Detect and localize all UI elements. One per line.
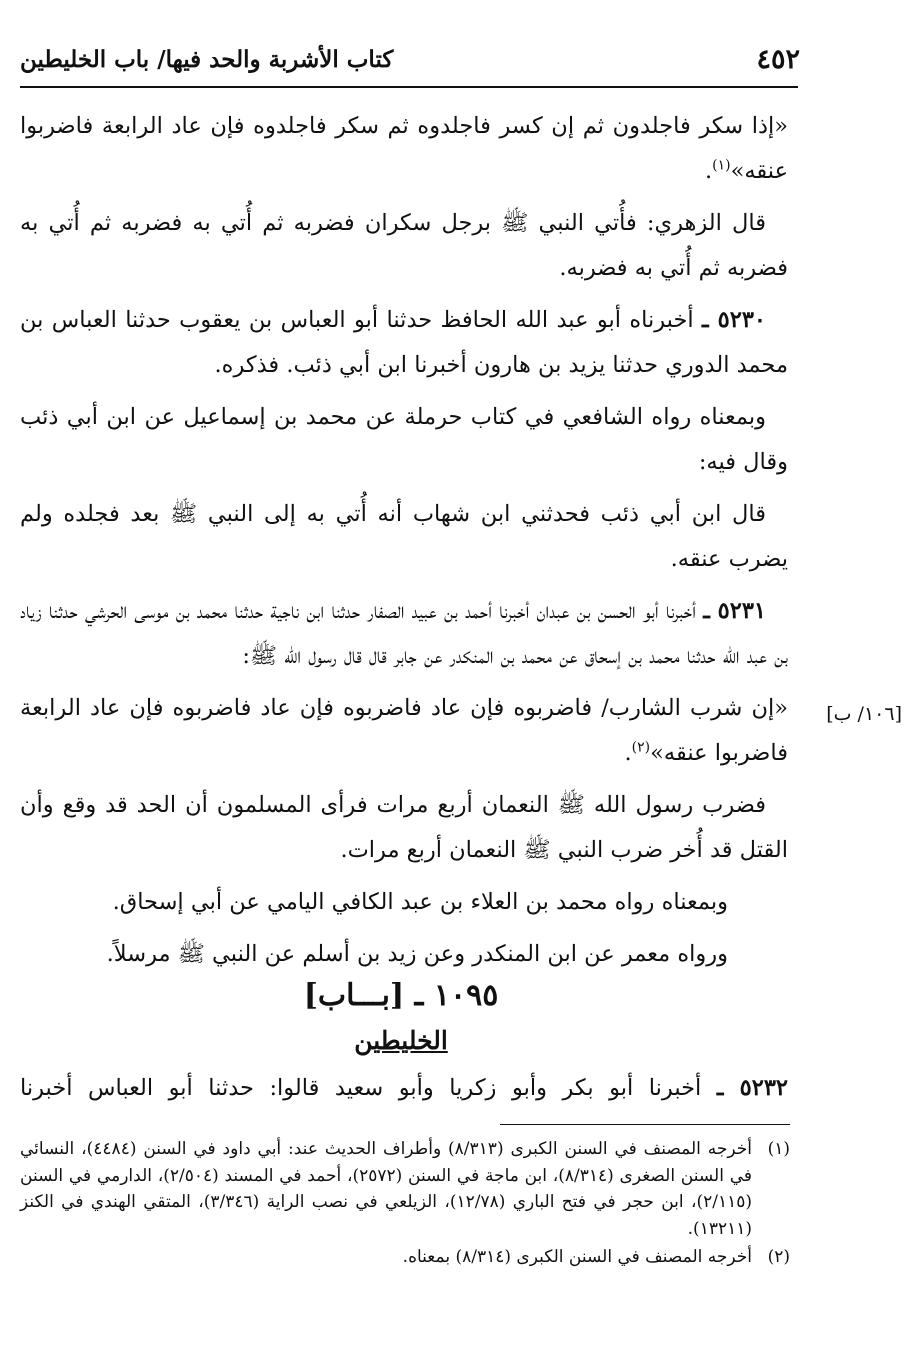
footnote-ref-2[interactable]: (٢): [631, 739, 651, 756]
footnote-2: [20, 1244, 790, 1271]
chapter-subtitle: الخليطين: [354, 1026, 448, 1055]
footnotes: [20, 1136, 790, 1273]
page-header: [20, 40, 800, 84]
footnote-ref-1[interactable]: (١): [712, 157, 731, 174]
running-title: كتاب الأشربة والحد فيها/ باب الخليطين: [20, 46, 394, 73]
manuscript-folio-note: [١٠٦/ ب]: [826, 703, 902, 725]
footnote-number: (١): [767, 1139, 790, 1159]
paragraph-muhammad-ibn-ala: وبمعناه رواه محمد بن العلاء بن عبد الكافي اليامي عن أبي إسحاق.: [112, 889, 728, 915]
paragraph-hadith-5231: ٥٢٣١ ـ أخبرنا أبو الحسن بن عبدان أخبرنا أحمد بن عبيد الصفار حدثنا ابن ناجية حدثنا محمد بن موسى الحرشي حدثنا زياد بن عبد الله حدثنا محمد بن إسحاق عن محمد بن المنكدر عن جابر قال قال رسول الله ﷺ:: [20, 598, 788, 669]
hadith-number: ٥٢٣٢ ـ: [716, 1075, 788, 1101]
paragraph-hadith-5230: ٥٢٣٠ ـ أخبرناه أبو عبد الله الحافظ حدثنا أبو العباس بن يعقوب حدثنا العباس بن محمد الدوري حدثنا يزيد بن هارون أخبرنا ابن أبي ذئب. فذكره.: [20, 307, 788, 378]
page-number: ٤٥٢: [756, 44, 800, 75]
hadith-number: ٥٢٣١ ـ: [703, 598, 766, 624]
footnote-1: [20, 1136, 790, 1242]
footnote-number: (٢): [767, 1247, 790, 1267]
main-text: [20, 104, 788, 984]
header-divider: [20, 86, 798, 88]
footnote-divider: [500, 1124, 790, 1125]
footnote-text: أخرجه المصنف في السنن الكبرى (٨/٣١٤) بمعناه.: [402, 1247, 752, 1267]
paragraph-quote-2: «إن شرب الشارب/ فاضربوه فإن عاد فاضربوه فإن عاد فاضربوه فإن عاد الرابعة فاضربوا عنقه»$^{(٢)}$.: [20, 695, 788, 766]
footnote-text: أخرجه المصنف في السنن الكبرى (٨/٣١٣) وأطراف الحديث عند: أبي داود في السنن (٤٤٨٤)، النسائي في السنن الصغرى (٨/٣١٤)، ابن ماجة في السنن (٢٥٧٢)، أحمد في المسند (٢/٥٠٤)، الدارمي في السنن (٢/١١٥)، ابن حجر في فتح الباري (١٢/٧٨)، الزيلعي في نصب الراية (٣/٣٤٦)، المتقي الهندي في الكنز (١٣٢١١).: [20, 1139, 753, 1239]
hadith-number: ٥٢٣٠ ـ: [702, 307, 766, 333]
paragraph-quote-1: «إذا سكر فاجلدون ثم إن كسر فاجلدوه ثم سكر فاجلدوه فإن عاد الرابعة فاضربوا عنقه»$^{(١)}$.: [20, 113, 788, 184]
paragraph-ibn-abi-dhib: قال ابن أبي ذئب فحدثني ابن شهاب أنه أُتي به إلى النبي ﷺ بعد فجلده ولم يضرب عنقه.: [20, 501, 788, 572]
paragraph-zuhri: قال الزهري: فأُتي النبي ﷺ برجل سكران فضربه ثم أُتي به فضربه ثم أُتي به فضربه ثم أُتي به فضربه.: [20, 210, 788, 281]
paragraph-mamar: ورواه معمر عن ابن المنكدر وعن زيد بن أسلم عن النبي ﷺ مرسلاً.: [106, 941, 728, 967]
paragraph-shafii: وبمعناه رواه الشافعي في كتاب حرملة عن محمد بن إسماعيل عن ابن أبي ذئب وقال فيه:: [20, 404, 788, 475]
chapter-title: ١٠٩٥ ـ [بـــاب]: [303, 978, 499, 1013]
paragraph-numan: فضرب رسول الله ﷺ النعمان أربع مرات فرأى المسلمون أن الحد قد وقع وأن القتل قد أُخر ضرب النبي ﷺ النعمان أربع مرات.: [20, 792, 788, 863]
paragraph-hadith-5232: ٥٢٣٢ ـ أخبرنا أبو بكر وأبو زكريا وأبو سعيد قالوا: حدثنا أبو العباس أخبرنا: [20, 1075, 788, 1101]
